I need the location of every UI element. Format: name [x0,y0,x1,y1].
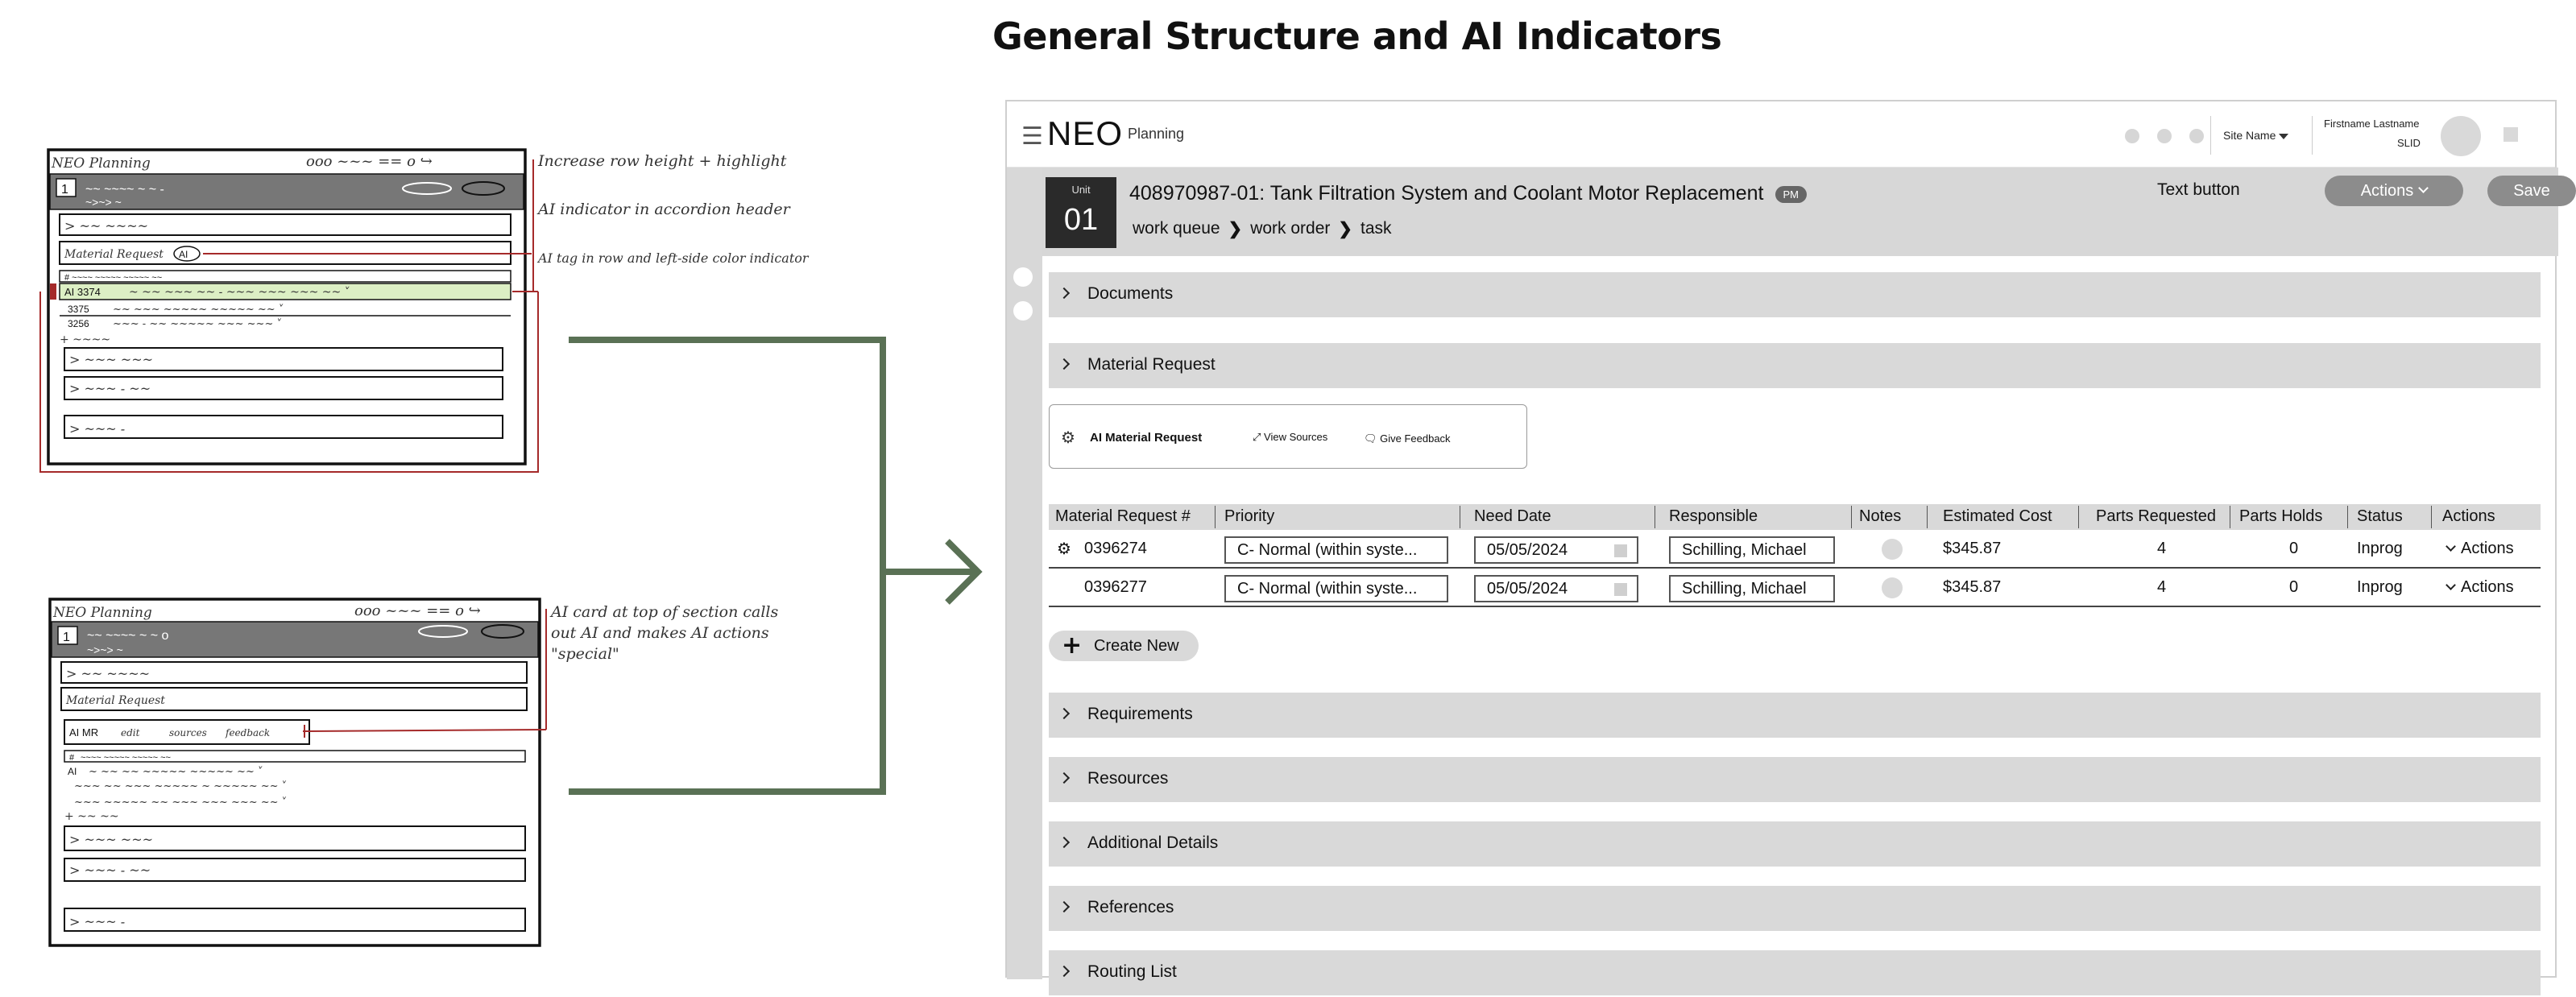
sketch2-table-hash: # [69,753,75,763]
create-new-button[interactable]: + Create New [1049,631,1199,661]
actions-button[interactable]: Actions [2325,176,2463,206]
chevron-right-icon [1058,772,1070,784]
user-id: SLID [2397,137,2421,149]
chevron-right-icon: ❯ [1338,220,1352,238]
status: Inprog [2357,540,2403,557]
chevron-down-icon [2418,183,2429,193]
row-actions[interactable]: Actions [2447,540,2514,558]
svg-text:> ~~ ~~~~: > ~~ ~~~~ [66,666,151,681]
svg-text:+ ~~ ~~: + ~~ ~~ [64,810,119,823]
save-button[interactable]: Save [2487,176,2576,206]
col-notes: Notes [1859,507,1902,525]
svg-text:~~~ - ~~ ~~~~~ ~~~ ~~~ ˅: ~~~ - ~~ ~~~~~ ~~~ ~~~ ˅ [113,318,282,330]
svg-text:# ~~~~ ~~~~~ ~~~~~ ~~: # ~~~~ ~~~~~ ~~~~~ ~~ [64,273,163,283]
chevron-down-icon [2446,541,2456,552]
chevron-right-icon [1058,708,1070,719]
note-ai-card-2: out AI and makes AI actions [551,624,769,642]
sketch-ai-row: AI 3374 [64,286,101,298]
sketch-ai-badge: AI [179,249,188,260]
page-title: General Structure and AI Indicators [992,14,1722,58]
parts-holds: 0 [2289,540,2299,557]
svg-text:~~~ ~~ ~~~ ~~~~~ ~ ~~~~~ ~: ~~~ ~~ ~~~ ~~~~~ ~ ~~~~~ ~~ ˅ [74,780,288,792]
toolbar-dots [2125,129,2204,143]
unit-label: Unit [1071,184,1091,196]
svg-text:> ~~~ -: > ~~~ - [69,421,126,436]
unit-box [1046,177,1116,248]
avatar[interactable] [2441,116,2481,156]
text-button[interactable]: Text button [2157,180,2240,199]
sketch-row-3: 3256 [68,318,89,329]
apps-icon[interactable] [2189,129,2204,143]
work-order-title: 408970987-01: Tank Filtration System and Coolant Motor Replacement PM [1129,182,1807,205]
mr-number: 0396277 [1084,578,1147,596]
col-need-date: Need Date [1474,507,1551,525]
sketch2-ai-card-sources: sources [169,727,207,738]
note-row-height: Increase row height + highlight [538,152,787,170]
note-accordion-ai: AI indicator in accordion header [538,201,790,218]
expand-icon: ⤢ [1253,431,1265,443]
sketch2-material-request: Material Request [66,694,165,707]
status: Inprog [2357,578,2403,596]
breadcrumb [1133,219,1392,239]
unit-number: 01 [1063,203,1099,237]
col-parts-holds: Parts Holds [2239,507,2323,525]
svg-text:> ~~~ - ~~: > ~~~ - ~~ [69,381,151,396]
table-row[interactable] [1049,569,2541,607]
chevron-right-icon [1058,837,1070,848]
svg-text:> ~~~ - ~~: > ~~~ - ~~ [69,863,151,878]
svg-text:ooo ~~~ == o ↪: ooo ~~~ == o ↪ [306,153,433,170]
ai-card-title: AI Material Request [1090,431,1203,445]
sketch2-ai-card-feedback: feedback [226,727,271,738]
chevron-right-icon [1058,901,1070,912]
accordion-requirements[interactable]: Requirements [1049,693,2541,738]
accordion-material-request[interactable]: Material Request [1049,343,2541,388]
accordion-additional-details[interactable]: Additional Details [1049,821,2541,867]
sketch-row-2: 3375 [68,304,89,315]
help-icon[interactable] [2157,129,2172,143]
calendar-icon[interactable] [1614,544,1627,557]
accordion-routing-list[interactable]: Routing List [1049,950,2541,995]
sketch2-ai-card-edit: edit [121,727,140,738]
note-ai-card-3: "special" [551,645,619,663]
sketch2-ai-card-title: AI MR [69,726,99,738]
plus-icon: + [1062,631,1083,660]
rail-icon-1[interactable] [1013,267,1033,287]
notes-icon[interactable] [1882,539,1903,560]
svg-text:~~ ~~~~ ~ ~ o: ~~ ~~~~ ~ ~ o [87,629,169,643]
comment-icon: 🗨 [1364,432,1381,445]
work-order-header [1042,168,2558,256]
chevron-right-icon [1058,288,1070,299]
estimated-cost: $345.87 [1943,578,2002,596]
sketch-app-label: NEO Planning [52,155,151,172]
col-responsible: Responsible [1669,507,1758,525]
svg-text:~ ~~ ~~ ~~~~~ ~~~~~ ~: ~ ~~ ~~ ~~~~~ ~~~~~ ~~ ˅ [89,766,263,778]
accordion-documents[interactable]: Documents [1049,272,2541,317]
need-date-input[interactable]: 05/05/2024 [1474,536,1638,564]
sketch2-ai-row: AI [68,766,77,777]
parts-requested: 4 [2157,578,2167,596]
ui-mockup [1005,100,2557,981]
col-actions: Actions [2442,507,2495,525]
svg-text:+ ~~~~: + ~~~~ [60,333,111,346]
view-sources-link[interactable]: ⤢ View Sources [1253,431,1328,443]
col-estimated-cost: Estimated Cost [1943,507,2052,525]
menu-icon[interactable]: ☰ [1021,122,1043,151]
rail-icon-2[interactable] [1013,301,1033,321]
svg-text:~ ~~ ~~~ ~~ - ~~~ ~~~ ~~~ ~: ~ ~~ ~~~ ~~ - ~~~ ~~~ ~~~ ~~ ˅ [129,286,350,299]
need-date-input[interactable]: 05/05/2024 [1474,575,1638,602]
app-name: NEO [1047,114,1124,152]
col-parts-requested: Parts Requested [2096,507,2216,525]
sketch2-unit: 1 [63,631,70,644]
connector-arrow [0,0,999,997]
site-selector[interactable]: Site Name [2223,129,2288,142]
responsible-field[interactable]: Schilling, Michael [1669,575,1835,602]
svg-text:~~ ~~~~ ~ ~ -: ~~ ~~~~ ~ ~ - [85,183,164,197]
note-row-ai: AI tag in row and left-side color indicator [538,250,809,266]
parts-holds: 0 [2289,578,2299,596]
mr-number: 0396274 [1084,540,1147,557]
chevron-right-icon [1058,358,1070,370]
left-rail [1007,168,1042,979]
col-priority: Priority [1224,507,1275,525]
svg-text:ooo ~~~ == o ↪: ooo ~~~ == o ↪ [354,602,481,619]
calendar-icon[interactable] [1614,583,1627,596]
col-status: Status [2357,507,2403,525]
priority-select[interactable]: C- Normal (within syste... [1224,575,1448,602]
ai-sparkle-icon: ⚙ [1061,429,1075,447]
svg-text:~~~ ~~~~~ ~~ ~~~ ~~~ ~~~: ~~~ ~~~~~ ~~ ~~~ ~~~ ~~~ ~~ ˅ [74,796,288,809]
chevron-down-icon [2279,134,2288,139]
sketch-material-request: Material Request [64,248,164,261]
chevron-down-icon [2446,580,2456,590]
svg-text:> ~~ ~~~~: > ~~ ~~~~ [64,218,149,234]
top-bar [1007,101,2555,168]
table-row[interactable] [1049,530,2541,569]
svg-text:~>~> ~: ~>~> ~ [87,643,123,656]
accordion-resources[interactable]: Resources [1049,757,2541,802]
parts-requested: 4 [2157,540,2167,557]
note-ai-card-1: AI card at top of section calls [551,603,779,621]
svg-text:> ~~~ -: > ~~~ - [69,914,126,929]
responsible-field[interactable]: Schilling, Michael [1669,536,1835,564]
accordion-references[interactable]: References [1049,886,2541,931]
row-actions[interactable]: Actions [2447,578,2514,597]
notification-icon[interactable] [2125,129,2139,143]
app-switcher-icon[interactable] [2504,127,2518,142]
notes-icon[interactable] [1882,577,1903,598]
priority-select[interactable]: C- Normal (within syste... [1224,536,1448,564]
svg-text:~~ ~~~ ~~~~~ ~~~~~ ~~ ˅: ~~ ~~~ ~~~~~ ~~~~~ ~~ ˅ [113,304,284,316]
user-name: Firstname Lastname [2324,118,2420,130]
breadcrumb-task[interactable]: task [1360,219,1392,238]
col-mr: Material Request # [1055,507,1191,525]
breadcrumb-work-queue[interactable]: work queue [1133,219,1220,238]
material-request-table [1049,504,2541,607]
svg-text:> ~~~ ~~~: > ~~~ ~~~ [69,832,154,847]
svg-text:~>~> ~: ~>~> ~ [85,196,122,209]
chevron-right-icon [1058,966,1070,977]
svg-text:> ~~~ ~~~: > ~~~ ~~~ [69,352,154,367]
give-feedback-link[interactable]: 🗨 Give Feedback [1364,432,1451,445]
svg-text:~~~~ ~~~~~ ~~~~~ ~~: ~~~~ ~~~~~ ~~~~~ ~~ [81,753,171,763]
sketch-unit: 1 [61,183,68,197]
ai-material-request-card [1049,404,1527,469]
estimated-cost: $345.87 [1943,540,2002,557]
table-header [1049,504,2541,530]
breadcrumb-work-order[interactable]: work order [1250,219,1331,238]
chevron-right-icon: ❯ [1228,220,1243,238]
module-name: Planning [1128,126,1185,142]
ai-sparkle-icon: ⚙ [1057,540,1071,558]
pm-badge: PM [1775,186,1808,203]
sketch2-app-label: NEO Planning [53,605,152,621]
